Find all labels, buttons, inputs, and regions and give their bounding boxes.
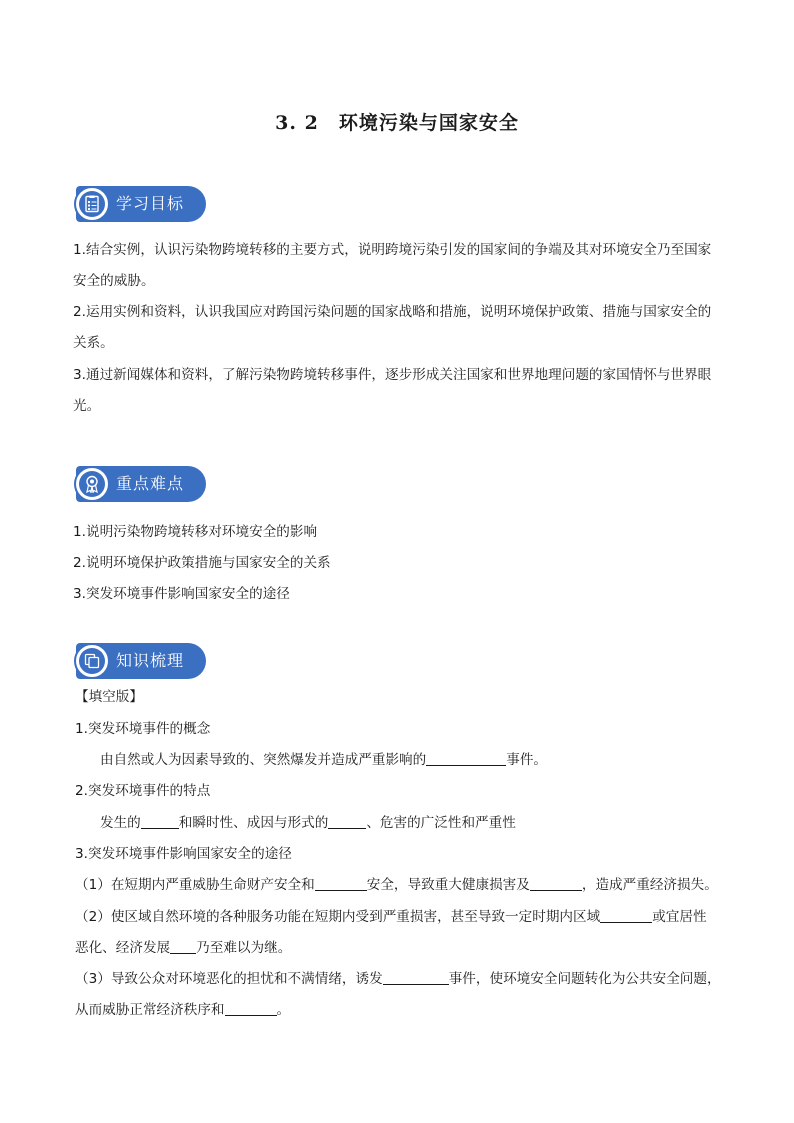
pathway-item-3: （3）导致公众对环境恶化的担忧和不满情绪，诱发 事件，使环境安全问题转化为公共安全问题， [75, 971, 721, 987]
heading-features: 2.突发环境事件的特点 [75, 783, 211, 799]
version-tag: 【填空版】 [75, 689, 143, 705]
fill-blank[interactable] [315, 876, 367, 891]
heading-concept: 1.突发环境事件的概念 [75, 721, 211, 737]
fill-blank[interactable] [141, 814, 179, 829]
banner-circle [74, 186, 110, 222]
pathway-item-3-cont: 从而威胁正常经济秩序和 。 [75, 1002, 291, 1018]
fill-blank[interactable] [600, 908, 652, 923]
section-banner-knowledge [76, 643, 206, 679]
key-point-2: 2.说明环境保护政策措施与国家安全的关系 [73, 555, 331, 571]
banner-circle [74, 466, 110, 502]
banner-circle [74, 643, 110, 679]
award-ribbon-icon [84, 475, 100, 493]
pathway-item-2-cont: 恶化、经济发展 乃至难以为继。 [75, 940, 292, 956]
fill-blank[interactable] [383, 970, 449, 985]
checklist-icon [84, 195, 100, 213]
goal-item-1: 1.结合实例，认识污染物跨境转移的主要方式，说明跨境污染引发的国家间的争端及其对环境安全乃至国家安全的威胁。 [73, 242, 712, 289]
documents-icon [84, 653, 100, 669]
section-banner-key-points [76, 466, 206, 502]
pathway-item-2: （2）使区域自然环境的各种服务功能在短期内受到严重损害，甚至导致一定时期内区域 或宜居性 [75, 909, 707, 925]
section-banner-goals [76, 186, 206, 222]
key-point-3: 3.突发环境事件影响国家安全的途径 [73, 586, 290, 602]
pathway-item-1: （1）在短期内严重威胁生命财产安全和 安全，导致重大健康损害及 ，造成严重经济损失。 [75, 877, 718, 893]
fill-blank[interactable] [170, 939, 196, 954]
goal-item-2: 2.运用实例和资料，认识我国应对跨国污染问题的国家战略和措施，说明环境保护政策、措施与国家安全的关系。 [73, 304, 712, 351]
page-title: 3. 2 环境污染与国家安全 [275, 112, 519, 134]
banner-label: 学习目标 [116, 194, 185, 213]
banner-label: 知识梳理 [116, 651, 185, 670]
fill-blank[interactable] [530, 876, 582, 891]
concept-sentence: 由自然或人为因素导致的、突然爆发并造成严重影响的 事件。 [100, 752, 548, 768]
features-sentence: 发生的 和瞬时性、成因与形式的 、危害的广泛性和严重性 [100, 815, 516, 831]
banner-label: 重点难点 [116, 474, 185, 493]
goal-item-3: 3.通过新闻媒体和资料，了解污染物跨境转移事件，逐步形成关注国家和世界地理问题的家国情怀与世界眼光。 [73, 367, 712, 414]
key-point-1: 1.说明污染物跨境转移对环境安全的影响 [73, 524, 318, 540]
fill-blank[interactable] [426, 751, 506, 766]
fill-blank[interactable] [328, 814, 366, 829]
heading-pathways: 3.突发环境事件影响国家安全的途径 [75, 846, 292, 862]
fill-blank[interactable] [225, 1001, 277, 1016]
